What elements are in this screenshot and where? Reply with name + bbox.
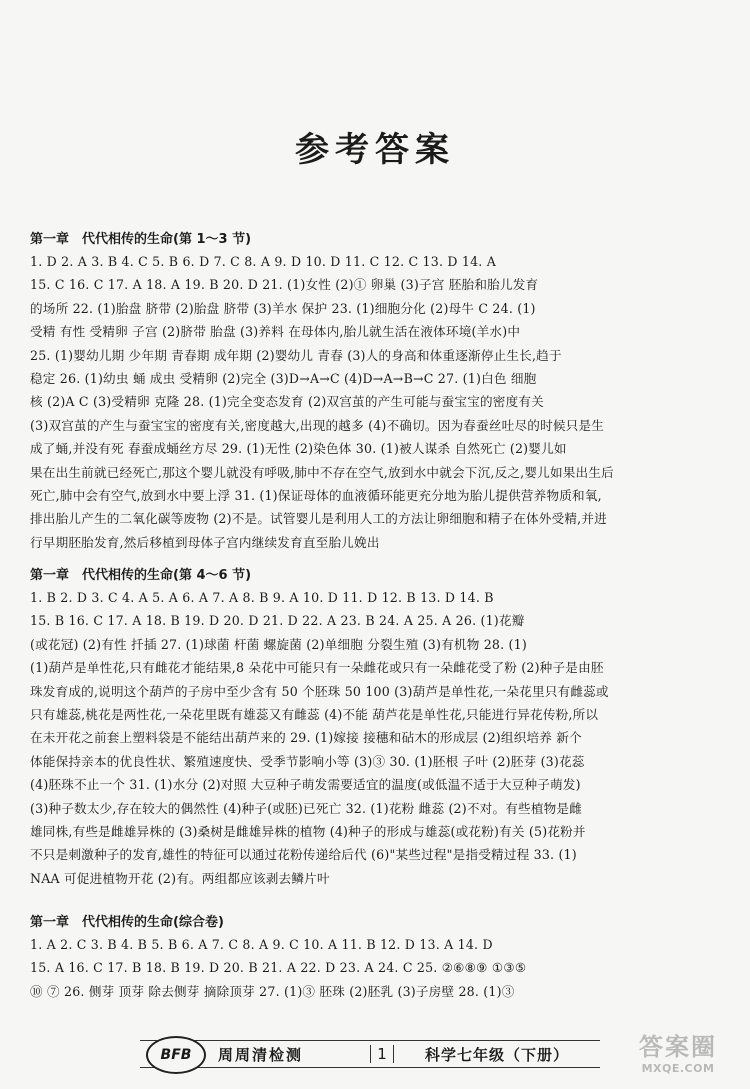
answer-line: 成了蛹,并没有死 春蚕成蛹丝方尽 29. (1)无性 (2)染色体 30. (1)被人谋杀 自然死亡 (2)婴儿如 — [30, 441, 567, 457]
subject-grade: 科学七年级（下册） — [425, 1045, 570, 1064]
series-name: 周周清检测 — [218, 1045, 304, 1064]
answer-line: 受精 有性 受精卵 子宫 (2)脐带 胎盘 (3)养料 在母体内,胎儿就生活在液体环境(羊水)中 — [30, 324, 521, 340]
answer-line: (3)双宫茧的产生与蚕宝宝的密度有关,密度越大,出现的越多 (4)不确切。因为春蚕丝吐尽的时候只是生 — [30, 417, 605, 433]
answer-line: 1. D 2. A 3. B 4. C 5. B 6. D 7. C 8. A 9. D 10. D 11. C 12. C 13. D 14. A — [30, 254, 496, 269]
page-number: 1 — [370, 1045, 394, 1063]
answer-lines — [30, 933, 720, 1003]
watermark — [612, 1032, 744, 1082]
answer-line: 的场所 22. (1)胎盘 脐带 (2)胎盘 脐带 (3)羊水 保护 23. (1)细胞分化 (2)母牛 C 24. (1) — [30, 300, 536, 316]
answer-line: 核 (2)A C (3)受精卵 克隆 28. (1)完全变态发育 (2)双宫茧的产生可能与蚕宝宝的密度有关 — [30, 394, 544, 410]
watermark-url: MXQE.COM — [641, 1062, 715, 1075]
answer-line: 果在出生前就已经死亡,那这个婴儿就没有呼吸,肺中不存在空气,放到水中就会下沉,反之,婴儿如果出生后 — [30, 464, 614, 480]
section-ch1-4-6 — [30, 566, 720, 890]
page-title: 参考答案 — [295, 130, 455, 170]
answer-line: 稳定 26. (1)幼虫 蛹 成虫 受精卵 (2)完全 (3)D→A→C (4)D→A→B→C 27. (1)白色 细胞 — [30, 370, 537, 386]
section-heading: 第一章 代代相传的生命(第 1～3 节) — [30, 232, 252, 247]
answer-line: 15. A 16. C 17. B 18. B 19. D 20. B 21. A 22. D 23. A 24. C 25. ②⑥⑧⑨ ①③⑤ — [30, 960, 527, 976]
answer-line: 死亡,肺中会有空气,放到水中要上浮 31. (1)保证母体的血液循环能更充分地为胎儿提供营养物质和氧, — [30, 487, 602, 503]
answer-line: 体能保持亲本的优良性状、繁殖速度快、受季节影响小等 (3)③ 30. (1)胚根 子叶 (2)胚芽 (3)花蕊 — [30, 753, 585, 769]
answer-line: 15. C 16. C 17. A 18. A 19. B 20. D 21. (1)女性 (2)① 卵巢 (3)子宫 胚胎和胎儿发育 — [30, 277, 539, 293]
section-ch1-1-3 — [30, 230, 720, 554]
answer-line: (或花冠) (2)有性 扦插 27. (1)球菌 杆菌 螺旋菌 (2)单细胞 分裂生殖 (3)有机物 28. (1) — [30, 636, 527, 652]
page-footer — [140, 1040, 600, 1068]
answer-line: 25. (1)婴幼儿期 少年期 青春期 成年期 (2)婴幼儿 青春 (3)人的身高和体重逐渐停止生长,趋于 — [30, 347, 562, 363]
answer-line: 行早期胚胎发育,然后移植到母体子宫内继续发育直至胎儿娩出 — [30, 534, 380, 550]
answer-line: 雄同株,有些是雌雄异株的 (3)桑树是雌雄异株的植物 (4)种子的形成与雄蕊(或花粉)有关 (5)花粉并 — [30, 823, 586, 839]
answer-line: 只有雄蕊,桃花是两性花,一朵花里既有雄蕊又有雌蕊 (4)不能 葫芦花是单性花,只能进行异花传粉,所以 — [30, 706, 599, 722]
answer-line: (4)胚珠不止一个 31. (1)水分 (2)对照 大豆种子萌发需要适宜的温度(或低温不适于大豆种子萌发) — [30, 777, 581, 793]
answer-line: 1. B 2. D 3. C 4. A 5. A 6. A 7. A 8. B 9. A 10. D 11. D 12. B 13. D 14. B — [30, 590, 494, 605]
answer-line: 15. B 16. C 17. A 18. B 19. D 20. D 21. D 22. A 23. B 24. A 25. A 26. (1)花瓣 — [30, 613, 525, 629]
answer-line: 排出胎儿产生的二氧化碳等废物 (2)不是。试管婴儿是利用人工的方法让卵细胞和精子在体外受精,并进 — [30, 511, 607, 527]
answer-lines — [30, 586, 720, 890]
answer-line: ⑩ ⑦ 26. 侧芽 顶芽 除去侧芽 摘除顶芽 27. (1)③ 胚珠 (2)胚乳 (3)子房壁 28. (1)③ — [30, 983, 515, 999]
section-ch1-comprehensive — [30, 913, 720, 1003]
bfb-logo: BFB — [146, 1036, 206, 1074]
answer-line: NAA 可促进植物开花 (2)有。两组都应该剥去鳞片叶 — [30, 870, 330, 886]
answer-line: 1. A 2. C 3. B 4. B 5. B 6. A 7. C 8. A 9. C 10. A 11. B 12. D 13. A 14. D — [30, 937, 493, 952]
section-heading: 第一章 代代相传的生命(综合卷) — [30, 915, 224, 930]
answer-lines — [30, 250, 720, 554]
answer-line: (3)种子数太少,存在较大的偶然性 (4)种子(或胚)已死亡 32. (1)花粉 雌蕊 (2)不对。有些植物是雌 — [30, 800, 583, 816]
section-heading: 第一章 代代相传的生命(第 4～6 节) — [30, 568, 252, 583]
watermark-text: 答案圈 — [639, 1033, 717, 1061]
answer-line: 珠发育成的,说明这个葫芦的子房中至少含有 50 个胚珠 50 100 (3)葫芦是单性花,一朵花里只有雌蕊或 — [30, 683, 609, 699]
answer-line: 不只是刺激种子的发育,雄性的特征可以通过花粉传递给后代 (6)"某些过程"是指受精过程 33. (1) — [30, 847, 577, 863]
answer-line: (1)葫芦是单性花,只有雌花才能结果,8 朵花中可能只有一朵雌花或只有一朵雌花受了粉 (2)种子是由胚 — [30, 660, 604, 676]
answer-line: 在未开花之前套上塑料袋是不能结出葫芦来的 29. (1)嫁接 接穗和砧木的形成层 (2)组织培养 新个 — [30, 730, 582, 746]
